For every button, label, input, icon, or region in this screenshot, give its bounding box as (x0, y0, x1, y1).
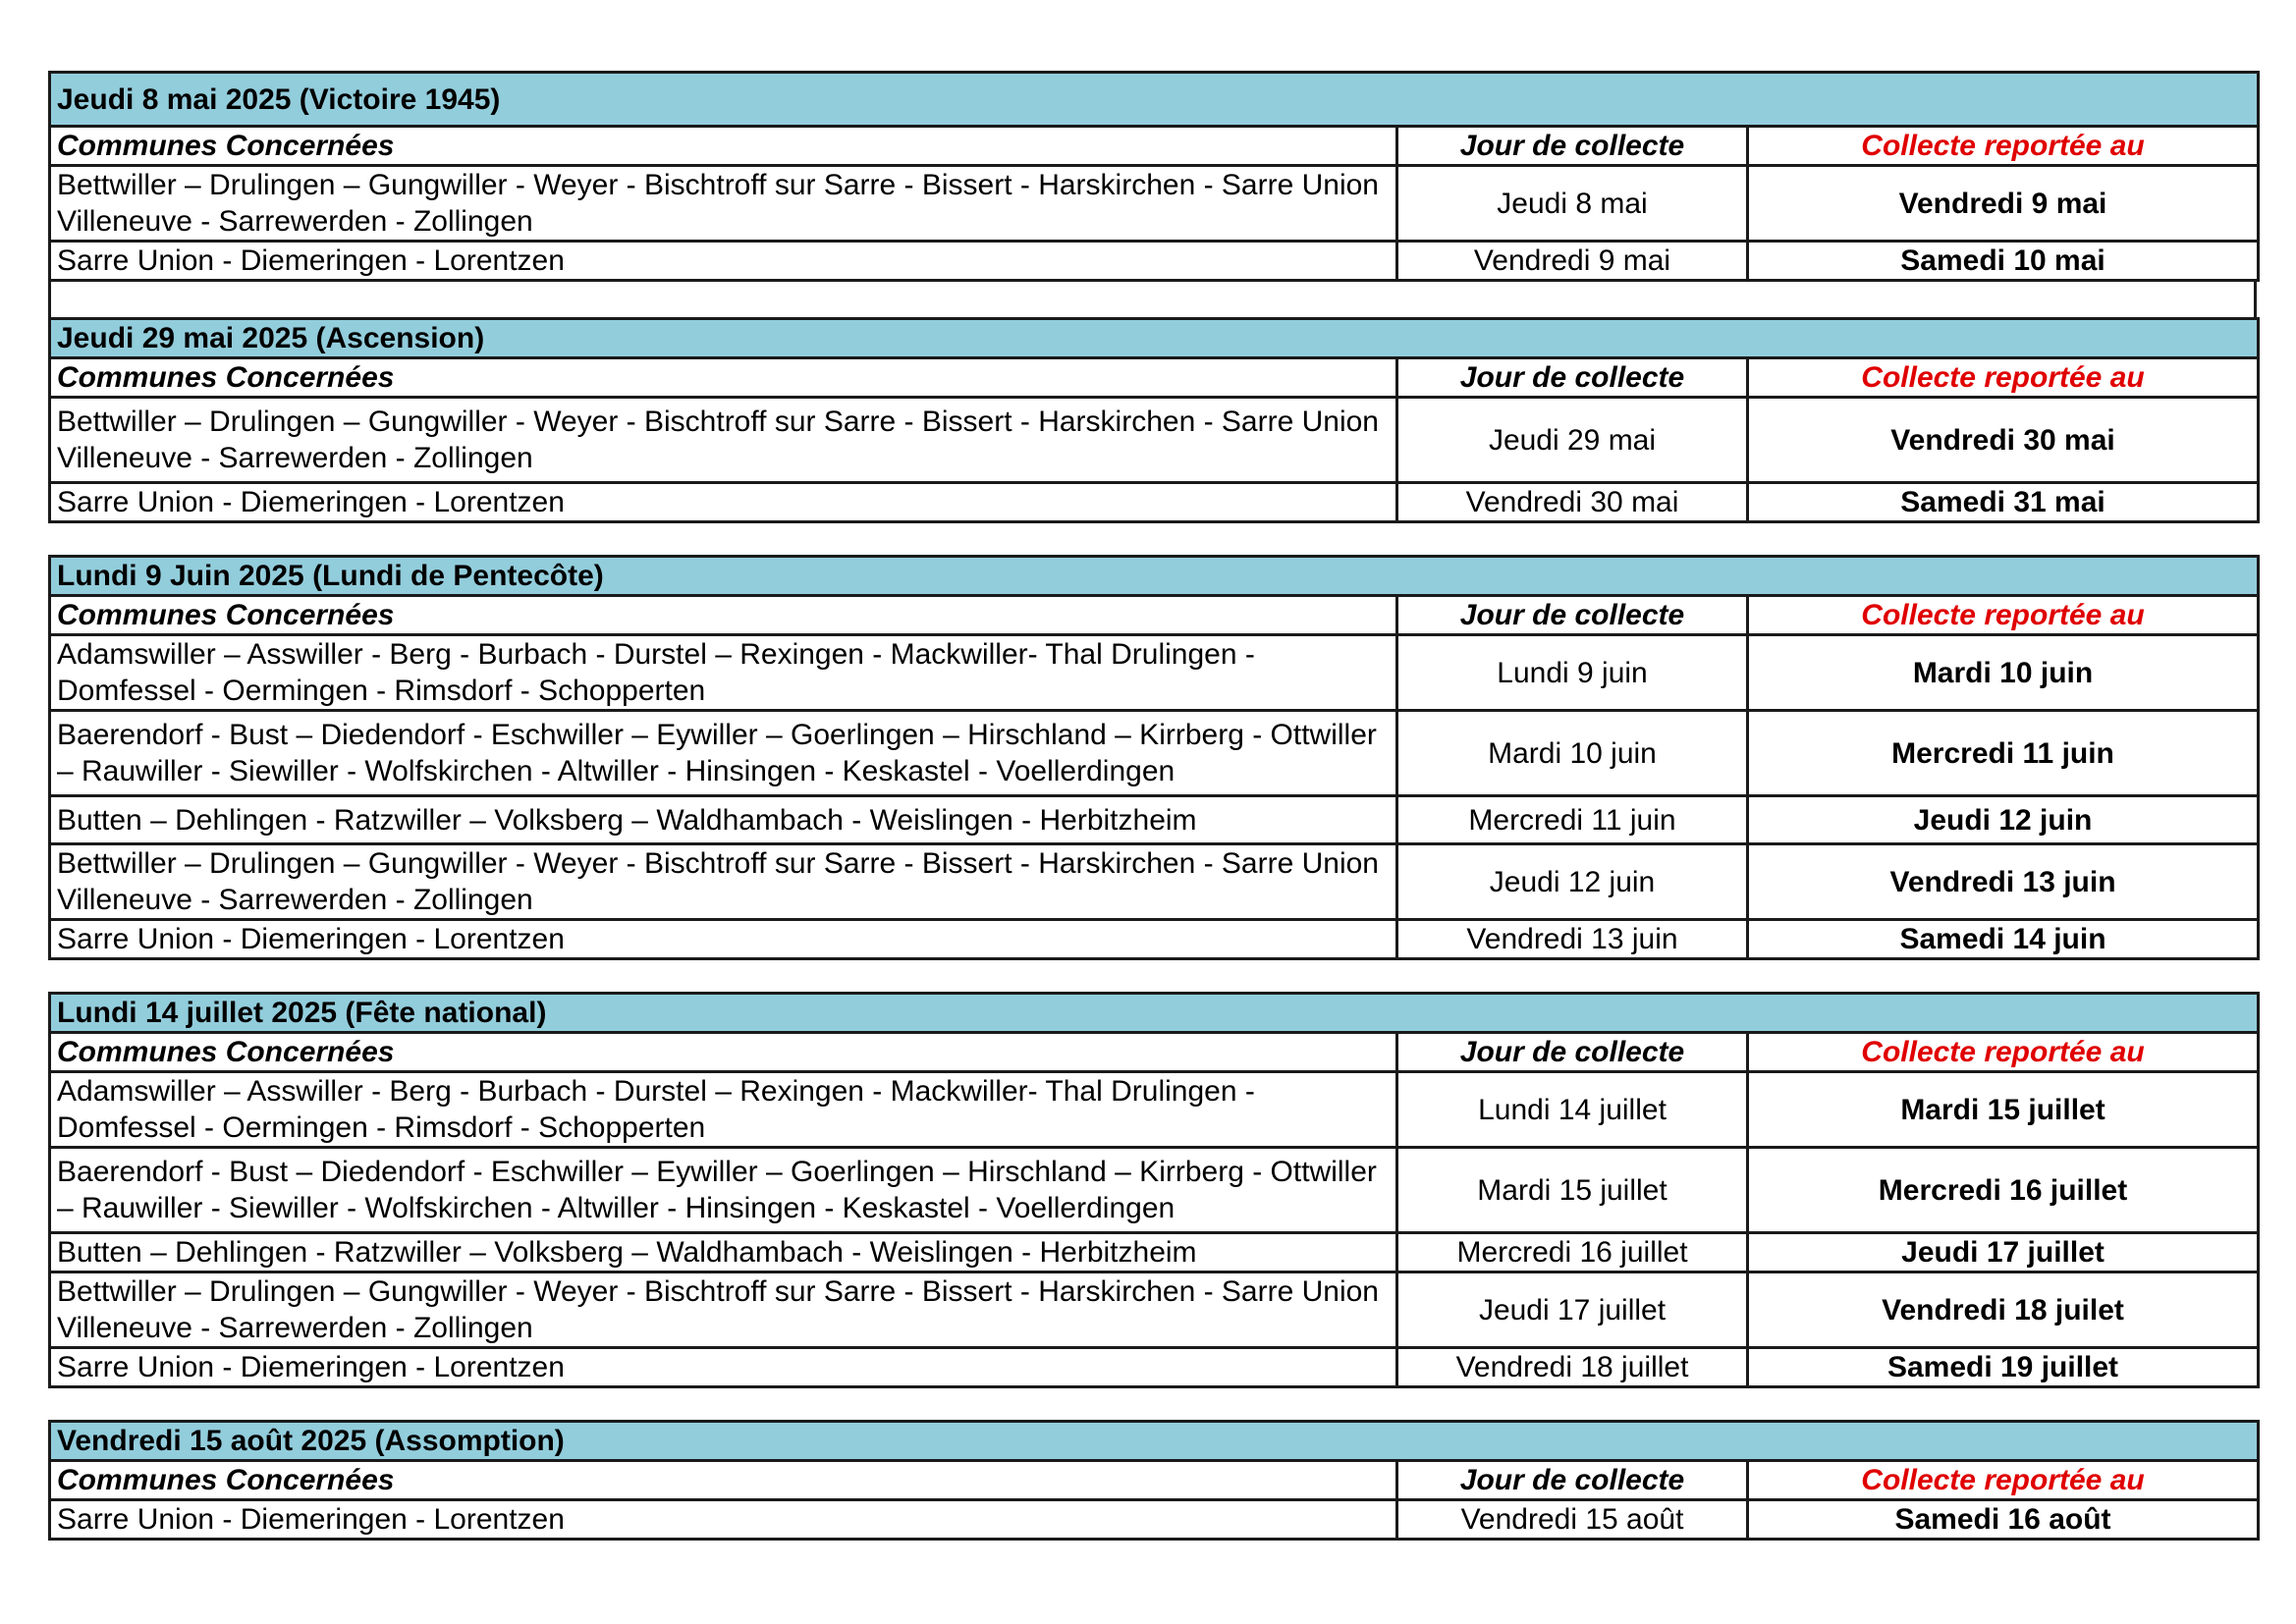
cell-communes: Bettwiller – Drulingen – Gungwiller - Weyer - Bischtroff sur Sarre - Bissert - Harskirchen - Sarre Union Villeneuve - Sarrewerden - Zollingen (50, 844, 1397, 920)
section-title-row (50, 557, 2259, 596)
schedule-table (48, 992, 2260, 1388)
cell-communes: Sarre Union - Diemeringen - Lorentzen (50, 483, 1397, 522)
header-communes: Communes Concernées (50, 358, 1397, 398)
cell-report: Samedi 10 mai (1748, 242, 2259, 281)
table-row (50, 1272, 2259, 1348)
table-row (50, 1148, 2259, 1233)
section-title: Jeudi 8 mai 2025 (Victoire 1945) (50, 73, 2259, 127)
cell-jour: Mardi 10 juin (1397, 711, 1748, 796)
column-header-row (50, 1033, 2259, 1072)
cell-jour: Vendredi 18 juillet (1397, 1348, 1748, 1387)
table-row (50, 711, 2259, 796)
cell-communes: Butten – Dehlingen - Ratzwiller – Volksberg – Waldhambach - Weislingen - Herbitzheim (50, 796, 1397, 844)
table-row (50, 920, 2259, 959)
holiday-collection-schedule (48, 71, 2257, 1541)
header-jour: Jour de collecte (1397, 358, 1748, 398)
cell-communes: Baerendorf - Bust – Diedendorf - Eschwiller – Eywiller – Goerlingen – Hirschland – Kirrberg - Ottwiller – Rauwiller - Siewiller - Wolfskirchen - Altwiller - Hinsingen - Keskastel - Voellerdingen (50, 1148, 1397, 1233)
section-title: Jeudi 29 mai 2025 (Ascension) (50, 319, 2259, 358)
schedule-table (48, 555, 2260, 960)
column-header-row (50, 596, 2259, 635)
cell-report: Mardi 15 juillet (1748, 1072, 2259, 1148)
cell-report: Mercredi 16 juillet (1748, 1148, 2259, 1233)
section-fete-nationale (48, 992, 2257, 1388)
cell-report: Vendredi 18 juilet (1748, 1272, 2259, 1348)
section-title: Lundi 14 juillet 2025 (Fête national) (50, 994, 2259, 1033)
cell-report: Mardi 10 juin (1748, 635, 2259, 711)
header-jour: Jour de collecte (1397, 1033, 1748, 1072)
column-header-row (50, 358, 2259, 398)
cell-report: Mercredi 11 juin (1748, 711, 2259, 796)
section-title-row (50, 319, 2259, 358)
header-jour: Jour de collecte (1397, 596, 1748, 635)
table-row (50, 242, 2259, 281)
schedule-table (48, 317, 2260, 523)
cell-jour: Vendredi 9 mai (1397, 242, 1748, 281)
cell-report: Samedi 19 juillet (1748, 1348, 2259, 1387)
cell-communes: Adamswiller – Asswiller - Berg - Burbach - Durstel – Rexingen - Mackwiller- Thal Drulingen - Domfessel - Oermingen - Rimsdorf - Schopperten (50, 635, 1397, 711)
cell-jour: Vendredi 30 mai (1397, 483, 1748, 522)
cell-report: Jeudi 12 juin (1748, 796, 2259, 844)
header-report: Collecte reportée au (1748, 1033, 2259, 1072)
cell-jour: Lundi 14 juillet (1397, 1072, 1748, 1148)
cell-communes: Sarre Union - Diemeringen - Lorentzen (50, 242, 1397, 281)
section-title: Vendredi 15 août 2025 (Assomption) (50, 1422, 2259, 1461)
section-assomption (48, 1420, 2257, 1541)
cell-jour: Jeudi 12 juin (1397, 844, 1748, 920)
header-jour: Jour de collecte (1397, 127, 1748, 166)
table-row (50, 1233, 2259, 1272)
cell-communes: Sarre Union - Diemeringen - Lorentzen (50, 1348, 1397, 1387)
cell-jour: Vendredi 15 août (1397, 1500, 1748, 1540)
cell-communes: Bettwiller – Drulingen – Gungwiller - Weyer - Bischtroff sur Sarre - Bissert - Harskirchen - Sarre Union Villeneuve - Sarrewerden - Zollingen (50, 1272, 1397, 1348)
section-title-row (50, 994, 2259, 1033)
cell-communes: Sarre Union - Diemeringen - Lorentzen (50, 920, 1397, 959)
cell-communes: Butten – Dehlingen - Ratzwiller – Volksberg – Waldhambach - Weislingen - Herbitzheim (50, 1233, 1397, 1272)
cell-jour: Lundi 9 juin (1397, 635, 1748, 711)
section-ascension (48, 317, 2257, 523)
section-victoire-1945 (48, 71, 2257, 282)
cell-communes: Baerendorf - Bust – Diedendorf - Eschwiller – Eywiller – Goerlingen – Hirschland – Kirrberg - Ottwiller – Rauwiller - Siewiller - Wolfskirchen - Altwiller - Hinsingen - Keskastel - Voellerdingen (50, 711, 1397, 796)
section-gap (48, 960, 2257, 992)
section-title-row (50, 1422, 2259, 1461)
section-gap (48, 523, 2257, 555)
schedule-table (48, 71, 2260, 282)
header-report: Collecte reportée au (1748, 358, 2259, 398)
schedule-table (48, 1420, 2260, 1541)
cell-communes: Adamswiller – Asswiller - Berg - Burbach - Durstel – Rexingen - Mackwiller- Thal Drulingen - Domfessel - Oermingen - Rimsdorf - Schopperten (50, 1072, 1397, 1148)
header-report: Collecte reportée au (1748, 596, 2259, 635)
section-title-row (50, 73, 2259, 127)
section-pentecote (48, 555, 2257, 960)
cell-jour: Vendredi 13 juin (1397, 920, 1748, 959)
cell-report: Samedi 31 mai (1748, 483, 2259, 522)
table-row (50, 166, 2259, 242)
table-row (50, 796, 2259, 844)
header-report: Collecte reportée au (1748, 1461, 2259, 1500)
blank-row (48, 282, 2257, 317)
table-row (50, 483, 2259, 522)
cell-jour: Mardi 15 juillet (1397, 1148, 1748, 1233)
table-row (50, 1072, 2259, 1148)
header-communes: Communes Concernées (50, 596, 1397, 635)
cell-report: Vendredi 30 mai (1748, 398, 2259, 483)
header-communes: Communes Concernées (50, 1461, 1397, 1500)
cell-jour: Jeudi 17 juillet (1397, 1272, 1748, 1348)
header-report: Collecte reportée au (1748, 127, 2259, 166)
header-communes: Communes Concernées (50, 127, 1397, 166)
section-gap (48, 1388, 2257, 1420)
cell-report: Jeudi 17 juillet (1748, 1233, 2259, 1272)
cell-communes: Sarre Union - Diemeringen - Lorentzen (50, 1500, 1397, 1540)
cell-report: Samedi 14 juin (1748, 920, 2259, 959)
header-jour: Jour de collecte (1397, 1461, 1748, 1500)
cell-jour: Jeudi 8 mai (1397, 166, 1748, 242)
cell-communes: Bettwiller – Drulingen – Gungwiller - Weyer - Bischtroff sur Sarre - Bissert - Harskirchen - Sarre Union Villeneuve - Sarrewerden - Zollingen (50, 398, 1397, 483)
section-title: Lundi 9 Juin 2025 (Lundi de Pentecôte) (50, 557, 2259, 596)
cell-jour: Jeudi 29 mai (1397, 398, 1748, 483)
cell-report: Vendredi 9 mai (1748, 166, 2259, 242)
header-communes: Communes Concernées (50, 1033, 1397, 1072)
table-row (50, 1348, 2259, 1387)
table-row (50, 635, 2259, 711)
table-row (50, 398, 2259, 483)
cell-jour: Mercredi 16 juillet (1397, 1233, 1748, 1272)
cell-communes: Bettwiller – Drulingen – Gungwiller - Weyer - Bischtroff sur Sarre - Bissert - Harskirchen - Sarre Union Villeneuve - Sarrewerden - Zollingen (50, 166, 1397, 242)
column-header-row (50, 1461, 2259, 1500)
cell-report: Samedi 16 août (1748, 1500, 2259, 1540)
cell-jour: Mercredi 11 juin (1397, 796, 1748, 844)
column-header-row (50, 127, 2259, 166)
table-row (50, 1500, 2259, 1540)
cell-report: Vendredi 13 juin (1748, 844, 2259, 920)
table-row (50, 844, 2259, 920)
